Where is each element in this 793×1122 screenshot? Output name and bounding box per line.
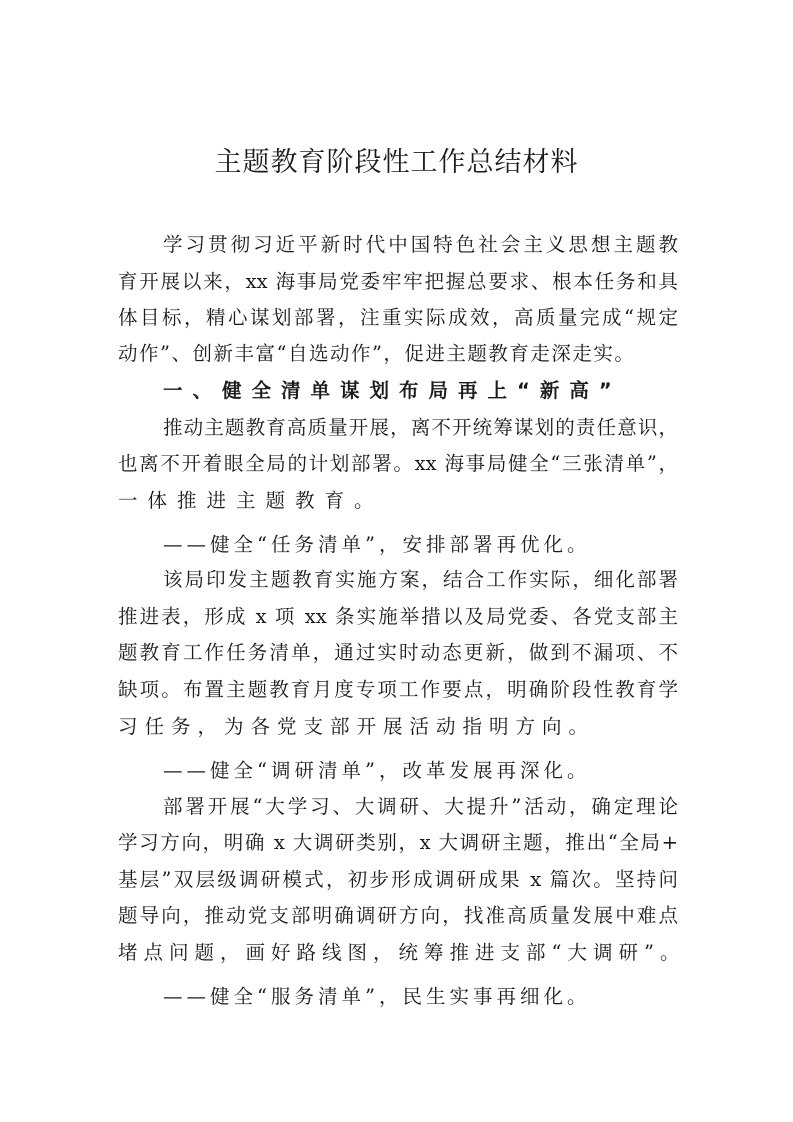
paragraph-line: 推动主题教育高质量开展，离不开统筹谋划的责任意识，	[163, 416, 678, 439]
paragraph-line: 育开展以来，xx 海事局党委牢牢把握总要求、根本任务和具	[118, 270, 678, 293]
subheading: ——健全“服务清单”，民生实事再细化。	[163, 985, 591, 1008]
paragraph-line: 动作”、创新丰富“自选动作”，促进主题教育走深走实。	[118, 342, 636, 365]
paragraph-line: 部署开展“大学习、大调研、大提升”活动，确定理论	[163, 795, 678, 818]
paragraph-line: 推进表，形成 x 项 xx 条实施举措以及局党委、各党支部主	[118, 605, 678, 628]
document-title: 主题教育阶段性工作总结材料	[214, 147, 579, 178]
paragraph-line: 习任务，为各党支部开展活动指明方向。	[118, 715, 596, 738]
paragraph-line: 堵点问题，画好路线图，统筹推进支部“大调研”。	[118, 941, 686, 964]
paragraph-line: 题教育工作任务清单，通过实时动态更新，做到不漏项、不	[118, 641, 678, 664]
paragraph-line: 该局印发主题教育实施方案，结合工作实际，细化部署	[163, 568, 678, 591]
paragraph-line: 学习方向，明确 x 大调研类别，x 大调研主题，推出“全局+	[118, 831, 678, 854]
subheading: ——健全“调研清单”，改革发展再深化。	[163, 759, 591, 782]
paragraph-line: 缺项。布置主题教育月度专项工作要点，明确阶段性教育学	[118, 678, 678, 701]
paragraph-line: 一体推进主题教育。	[118, 489, 384, 512]
paragraph-line: 也离不开着眼全局的计划部署。xx 海事局健全“三张清单”，	[118, 452, 678, 475]
paragraph-line: 题导向，推动党支部明确调研方向，找准高质量发展中难点	[118, 904, 678, 927]
section-heading: 一、健全清单谋划布局再上“新高”	[163, 379, 622, 402]
subheading: ——健全“任务清单”，安排部署再优化。	[163, 533, 591, 556]
paragraph-line: 体目标，精心谋划部署，注重实际成效，高质量完成“规定	[118, 306, 678, 329]
paragraph-line: 学习贯彻习近平新时代中国特色社会主义思想主题教	[163, 233, 678, 256]
paragraph-line: 基层”双层级调研模式，初步形成调研成果 x 篇次。坚持问	[118, 868, 678, 891]
